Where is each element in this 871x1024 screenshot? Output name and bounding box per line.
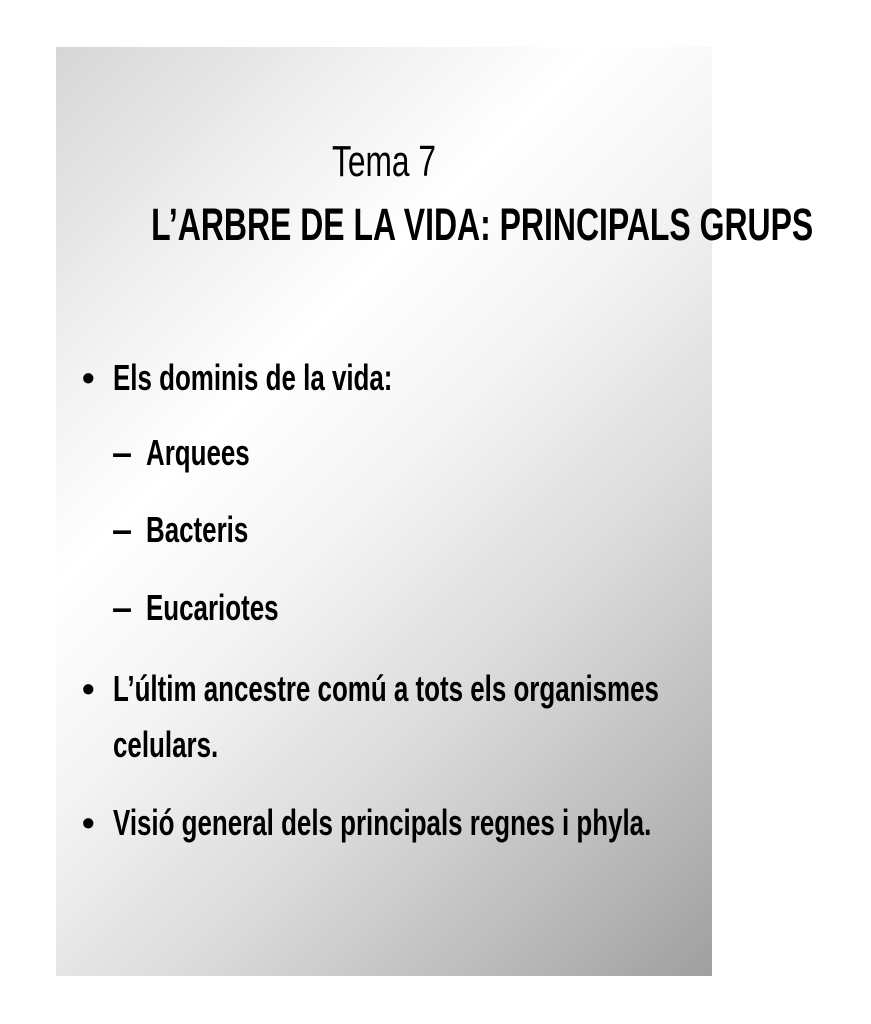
bullet-marker: •: [82, 802, 95, 843]
dash-marker: –: [112, 587, 133, 628]
subitem-eucariotes: [146, 585, 330, 631]
bullet-marker: •: [82, 357, 95, 398]
bullet-item-overview: [113, 800, 861, 846]
bullet-text: L’últim ancestre comú a tots els organismes: [113, 668, 659, 709]
bullet-text: Visió general dels principals regnes i phyla.: [113, 802, 652, 843]
subitem-text: Arquees: [146, 432, 250, 473]
bullet-marker: •: [82, 668, 95, 709]
bullet-item-ancestor-line2: [113, 722, 259, 768]
slide-title-main: L’ARBRE DE LA VIDA: PRINCIPALS GRUPS: [151, 199, 814, 250]
subitem-bacteris: [146, 507, 288, 553]
subitem-text: Eucariotes: [146, 587, 279, 628]
dash-marker: –: [112, 432, 133, 473]
slide-title-topic: Tema 7: [332, 137, 436, 186]
slide: [56, 47, 814, 976]
bullet-item-ancestor-line1: [113, 666, 871, 712]
dash-marker: –: [112, 509, 133, 550]
bullet-text: Els dominis de la vida:: [113, 357, 393, 398]
subitem-arquees: [146, 430, 290, 476]
bullet-item-domains: [113, 355, 501, 401]
subitem-text: Bacteris: [146, 509, 249, 550]
bullet-text: celulars.: [113, 724, 219, 765]
